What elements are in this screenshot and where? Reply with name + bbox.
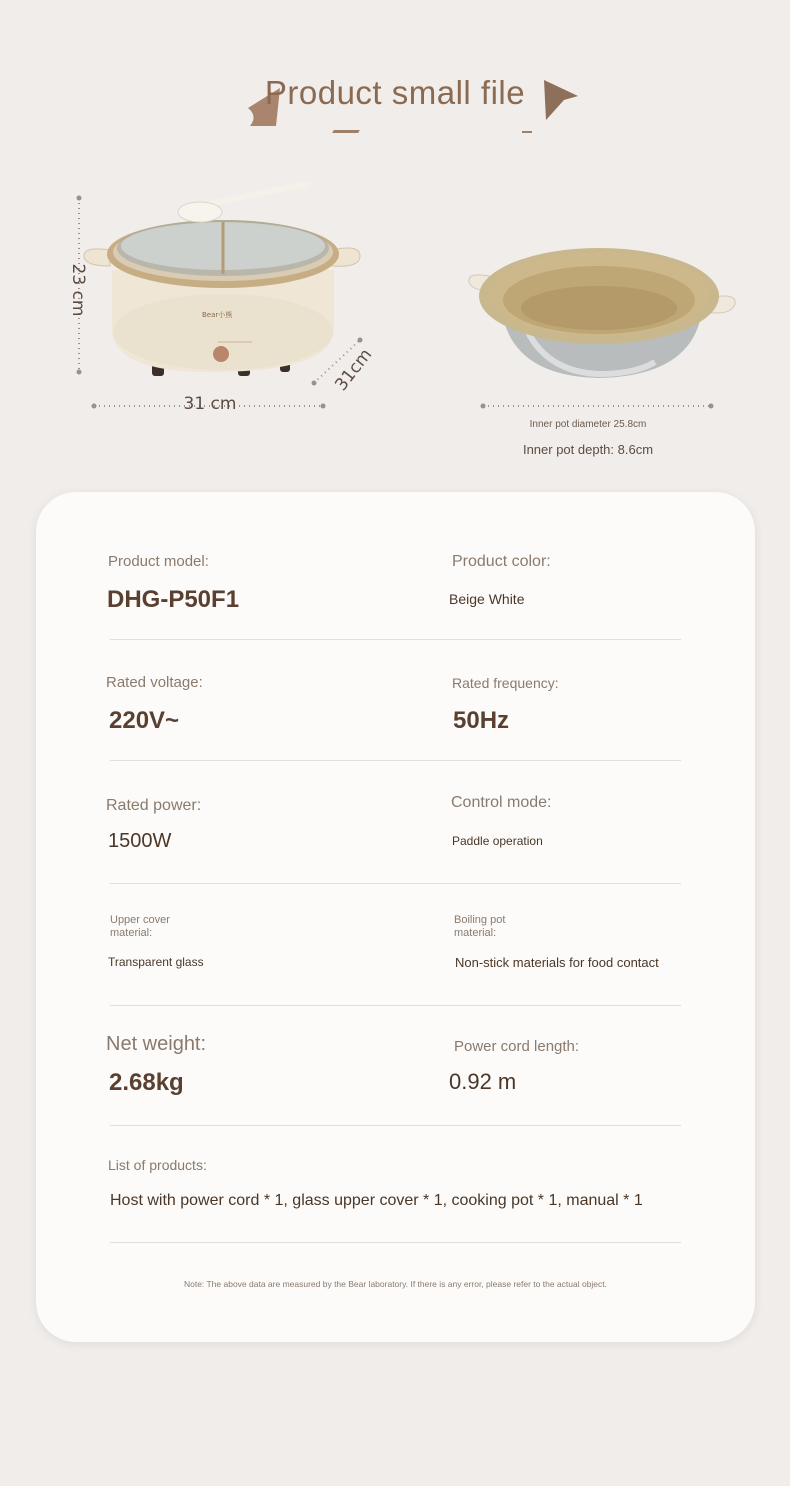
voltage-label: Rated voltage: [106,674,203,691]
inner-pot-depth-caption: Inner pot depth: 8.6cm [522,442,654,457]
frequency-value: 50Hz [453,707,510,734]
power-value: 1500W [108,830,172,852]
color-label: Product color: [452,553,551,570]
title-underline-accent-small [522,131,532,133]
divider [110,1005,681,1006]
cover-material-value: Transparent glass [108,955,204,969]
inner-pot-image [465,236,745,416]
frequency-label: Rated frequency: [452,675,559,691]
title-underline-accent [332,130,360,133]
divider [110,639,681,640]
pot-material-label: Boiling pot material: [454,914,506,939]
page-title: Product small file [264,74,526,111]
power-label: Rated power: [106,797,202,814]
depth-dimension-label: 31cm [331,345,377,395]
weight-label: Net weight: [106,1033,207,1055]
control-value: Paddle operation [452,834,543,848]
cord-label: Power cord length: [454,1038,580,1055]
control-label: Control mode: [451,794,552,811]
package-list-value: Host with power cord * 1, glass upper cover * 1, cooking pot * 1, manual * 1 [110,1192,643,1209]
divider [110,760,681,761]
model-value: DHG-P50F1 [107,586,240,613]
weight-value: 2.68kg [109,1069,184,1096]
inner-pot-diameter-caption: Inner pot diameter 25.8cm [529,419,647,430]
footnote: Note: The above data are measured by the Bear laboratory. If there is any error, please refer to the actual object. [183,1279,608,1289]
pot-material-value: Non-stick materials for food contact [455,955,659,970]
color-value: Beige White [449,591,525,607]
package-list-label: List of products: [108,1157,207,1173]
divider [110,1242,681,1243]
voltage-value: 220V~ [109,707,180,734]
width-dimension-label: 31 cm [183,394,237,414]
right-flag-decoration [542,78,582,122]
cover-material-label: Upper cover material: [110,914,170,939]
divider [110,883,681,884]
brand-logo: Bear小熊 [202,311,233,319]
cord-value: 0.92 m [449,1069,517,1094]
divider [110,1125,681,1126]
height-dimension-label: 23 cm [68,263,88,317]
model-label: Product model: [108,553,209,570]
